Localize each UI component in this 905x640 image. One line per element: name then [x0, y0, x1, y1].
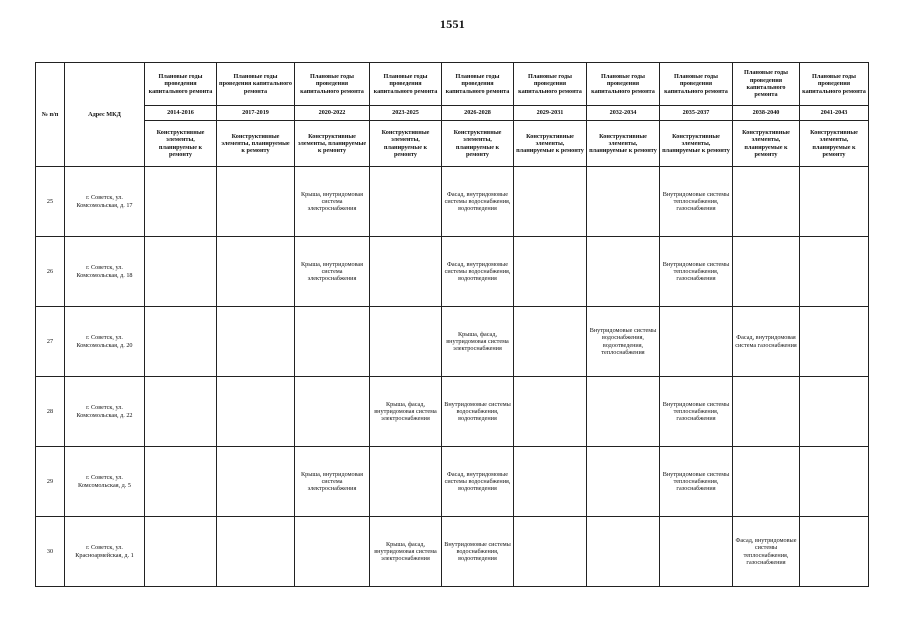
planned-work-cell: [587, 447, 660, 517]
header-row-years: [36, 106, 869, 121]
header-address: Адрес МКД: [65, 63, 145, 167]
planned-work-cell: [370, 447, 442, 517]
header-period-title: Плановые годы проведения капитального ремонта: [514, 63, 587, 106]
planned-work-cell: [587, 237, 660, 307]
header-years: 2029-2031: [514, 106, 587, 121]
planned-work-cell: [145, 167, 217, 237]
planned-work-cell: [733, 377, 800, 447]
header-elements: Конструктивные элементы, планируемые к ремонту: [587, 121, 660, 167]
planned-work-cell: [514, 307, 587, 377]
row-number: 27: [36, 307, 65, 377]
planned-work-cell: Крыша, фасад, внутридомовая система электроснабжения: [442, 307, 514, 377]
planned-work-cell: [800, 517, 869, 587]
header-elements: Конструктивные элементы, планируемые к ремонту: [145, 121, 217, 167]
planned-work-cell: [295, 307, 370, 377]
header-years: 2017-2019: [217, 106, 295, 121]
planned-work-cell: [145, 307, 217, 377]
row-address: г. Советск, ул. Комсомольская, д. 5: [65, 447, 145, 517]
header-row-period-titles: [36, 63, 869, 106]
planned-work-cell: [145, 377, 217, 447]
planned-work-cell: [370, 167, 442, 237]
row-number: 26: [36, 237, 65, 307]
header-elements: Конструктивные элементы, планируемые к ремонту: [514, 121, 587, 167]
table-row: [36, 447, 869, 517]
planned-work-cell: [295, 377, 370, 447]
header-elements: Конструктивные элементы, планируемые к ремонту: [295, 121, 370, 167]
planned-work-cell: [217, 307, 295, 377]
header-period-title: Плановые годы проведения капитального ремонта: [217, 63, 295, 106]
table-row: [36, 307, 869, 377]
row-number: 28: [36, 377, 65, 447]
header-years: 2026-2028: [442, 106, 514, 121]
header-years: 2020-2022: [295, 106, 370, 121]
planned-work-cell: [217, 447, 295, 517]
planned-work-cell: [660, 517, 733, 587]
planned-work-cell: Фасад, внутридомовая система газоснабжения: [733, 307, 800, 377]
capital-repair-schedule-table: [35, 62, 869, 587]
header-period-title: Плановые годы проведения капитального ремонта: [442, 63, 514, 106]
planned-work-cell: [295, 517, 370, 587]
table-row: [36, 167, 869, 237]
header-years: 2014-2016: [145, 106, 217, 121]
planned-work-cell: Фасад, внутридомовые системы водоснабжения, водоотведения: [442, 237, 514, 307]
planned-work-cell: Крыша, внутридомовая система электроснабжения: [295, 167, 370, 237]
row-address: г. Советск, ул. Комсомольская, д. 17: [65, 167, 145, 237]
planned-work-cell: [800, 167, 869, 237]
header-period-title: Плановые годы проведения капитального ремонта: [295, 63, 370, 106]
planned-work-cell: [514, 167, 587, 237]
planned-work-cell: Крыша, фасад, внутридомовая система электроснабжения: [370, 377, 442, 447]
row-number: 25: [36, 167, 65, 237]
planned-work-cell: Крыша, внутридомовая система электроснабжения: [295, 447, 370, 517]
header-row-elements: [36, 121, 869, 167]
header-years: 2041-2043: [800, 106, 869, 121]
planned-work-cell: [587, 377, 660, 447]
planned-work-cell: [800, 447, 869, 517]
planned-work-cell: Фасад, внутридомовые системы водоснабжения, водоотведения: [442, 167, 514, 237]
row-address: г. Советск, ул. Комсомольская, д. 20: [65, 307, 145, 377]
header-elements: Конструктивные элементы, планируемые к ремонту: [733, 121, 800, 167]
header-period-title: Плановые годы проведения капитального ремонта: [800, 63, 869, 106]
header-elements: Конструктивные элементы, планируемые к ремонту: [442, 121, 514, 167]
planned-work-cell: Внутридомовые системы теплоснабжения, газоснабжения: [660, 167, 733, 237]
row-number: 29: [36, 447, 65, 517]
planned-work-cell: [733, 237, 800, 307]
planned-work-cell: Крыша, фасад, внутридомовая система электроснабжения: [370, 517, 442, 587]
header-years: 2023-2025: [370, 106, 442, 121]
header-period-title: Плановые годы проведения капитального ремонта: [660, 63, 733, 106]
planned-work-cell: [370, 307, 442, 377]
planned-work-cell: [800, 237, 869, 307]
planned-work-cell: [514, 237, 587, 307]
planned-work-cell: Внутридомовые системы водоснабжения, водоотведения: [442, 377, 514, 447]
planned-work-cell: [514, 377, 587, 447]
row-address: г. Советск, ул. Комсомольская, д. 18: [65, 237, 145, 307]
header-period-title: Плановые годы проведения капитального ремонта: [733, 63, 800, 106]
header-years: 2032-2034: [587, 106, 660, 121]
header-period-title: Плановые годы проведения капитального ремонта: [587, 63, 660, 106]
planned-work-cell: [217, 167, 295, 237]
planned-work-cell: [514, 517, 587, 587]
header-period-title: Плановые годы проведения капитального ремонта: [370, 63, 442, 106]
table-row: [36, 377, 869, 447]
header-period-title: Плановые годы проведения капитального ремонта: [145, 63, 217, 106]
row-address: г. Советск, ул. Комсомольская, д. 22: [65, 377, 145, 447]
planned-work-cell: Внутридомовые системы теплоснабжения, газоснабжения: [660, 377, 733, 447]
planned-work-cell: Внутридомовые системы теплоснабжения, газоснабжения: [660, 237, 733, 307]
planned-work-cell: [800, 377, 869, 447]
planned-work-cell: [370, 237, 442, 307]
table-header: [36, 63, 869, 167]
planned-work-cell: Фасад, внутридомовые системы водоснабжения, водоотведения: [442, 447, 514, 517]
planned-work-cell: [733, 167, 800, 237]
header-years: 2035-2037: [660, 106, 733, 121]
planned-work-cell: [587, 517, 660, 587]
header-elements: Конструктивные элементы, планируемые к ремонту: [217, 121, 295, 167]
planned-work-cell: Внутридомовые системы водоснабжения, водоотведения, теплоснабжения: [587, 307, 660, 377]
planned-work-cell: [217, 377, 295, 447]
planned-work-cell: [587, 167, 660, 237]
header-elements: Конструктивные элементы, планируемые к ремонту: [800, 121, 869, 167]
planned-work-cell: [145, 237, 217, 307]
table-row: [36, 517, 869, 587]
header-years: 2038-2040: [733, 106, 800, 121]
planned-work-cell: [145, 517, 217, 587]
page-number: 1551: [439, 17, 466, 31]
table-row: [36, 237, 869, 307]
row-address: г. Советск, ул. Красноармейская, д. 1: [65, 517, 145, 587]
planned-work-cell: [217, 517, 295, 587]
table-body: [36, 167, 869, 587]
planned-work-cell: [145, 447, 217, 517]
header-elements: Конструктивные элементы, планируемые к ремонту: [370, 121, 442, 167]
planned-work-cell: Внутридомовые системы теплоснабжения, газоснабжения: [660, 447, 733, 517]
header-elements: Конструктивные элементы, планируемые к ремонту: [660, 121, 733, 167]
header-number: № п/п: [36, 63, 65, 167]
planned-work-cell: [733, 447, 800, 517]
planned-work-cell: [514, 447, 587, 517]
planned-work-cell: Крыша, внутридомовая система электроснабжения: [295, 237, 370, 307]
row-number: 30: [36, 517, 65, 587]
planned-work-cell: [660, 307, 733, 377]
planned-work-cell: [800, 307, 869, 377]
planned-work-cell: [217, 237, 295, 307]
planned-work-cell: Внутридомовые системы водоснабжения, водоотведения: [442, 517, 514, 587]
planned-work-cell: Фасад, внутридомовые системы теплоснабжения, газоснабжения: [733, 517, 800, 587]
